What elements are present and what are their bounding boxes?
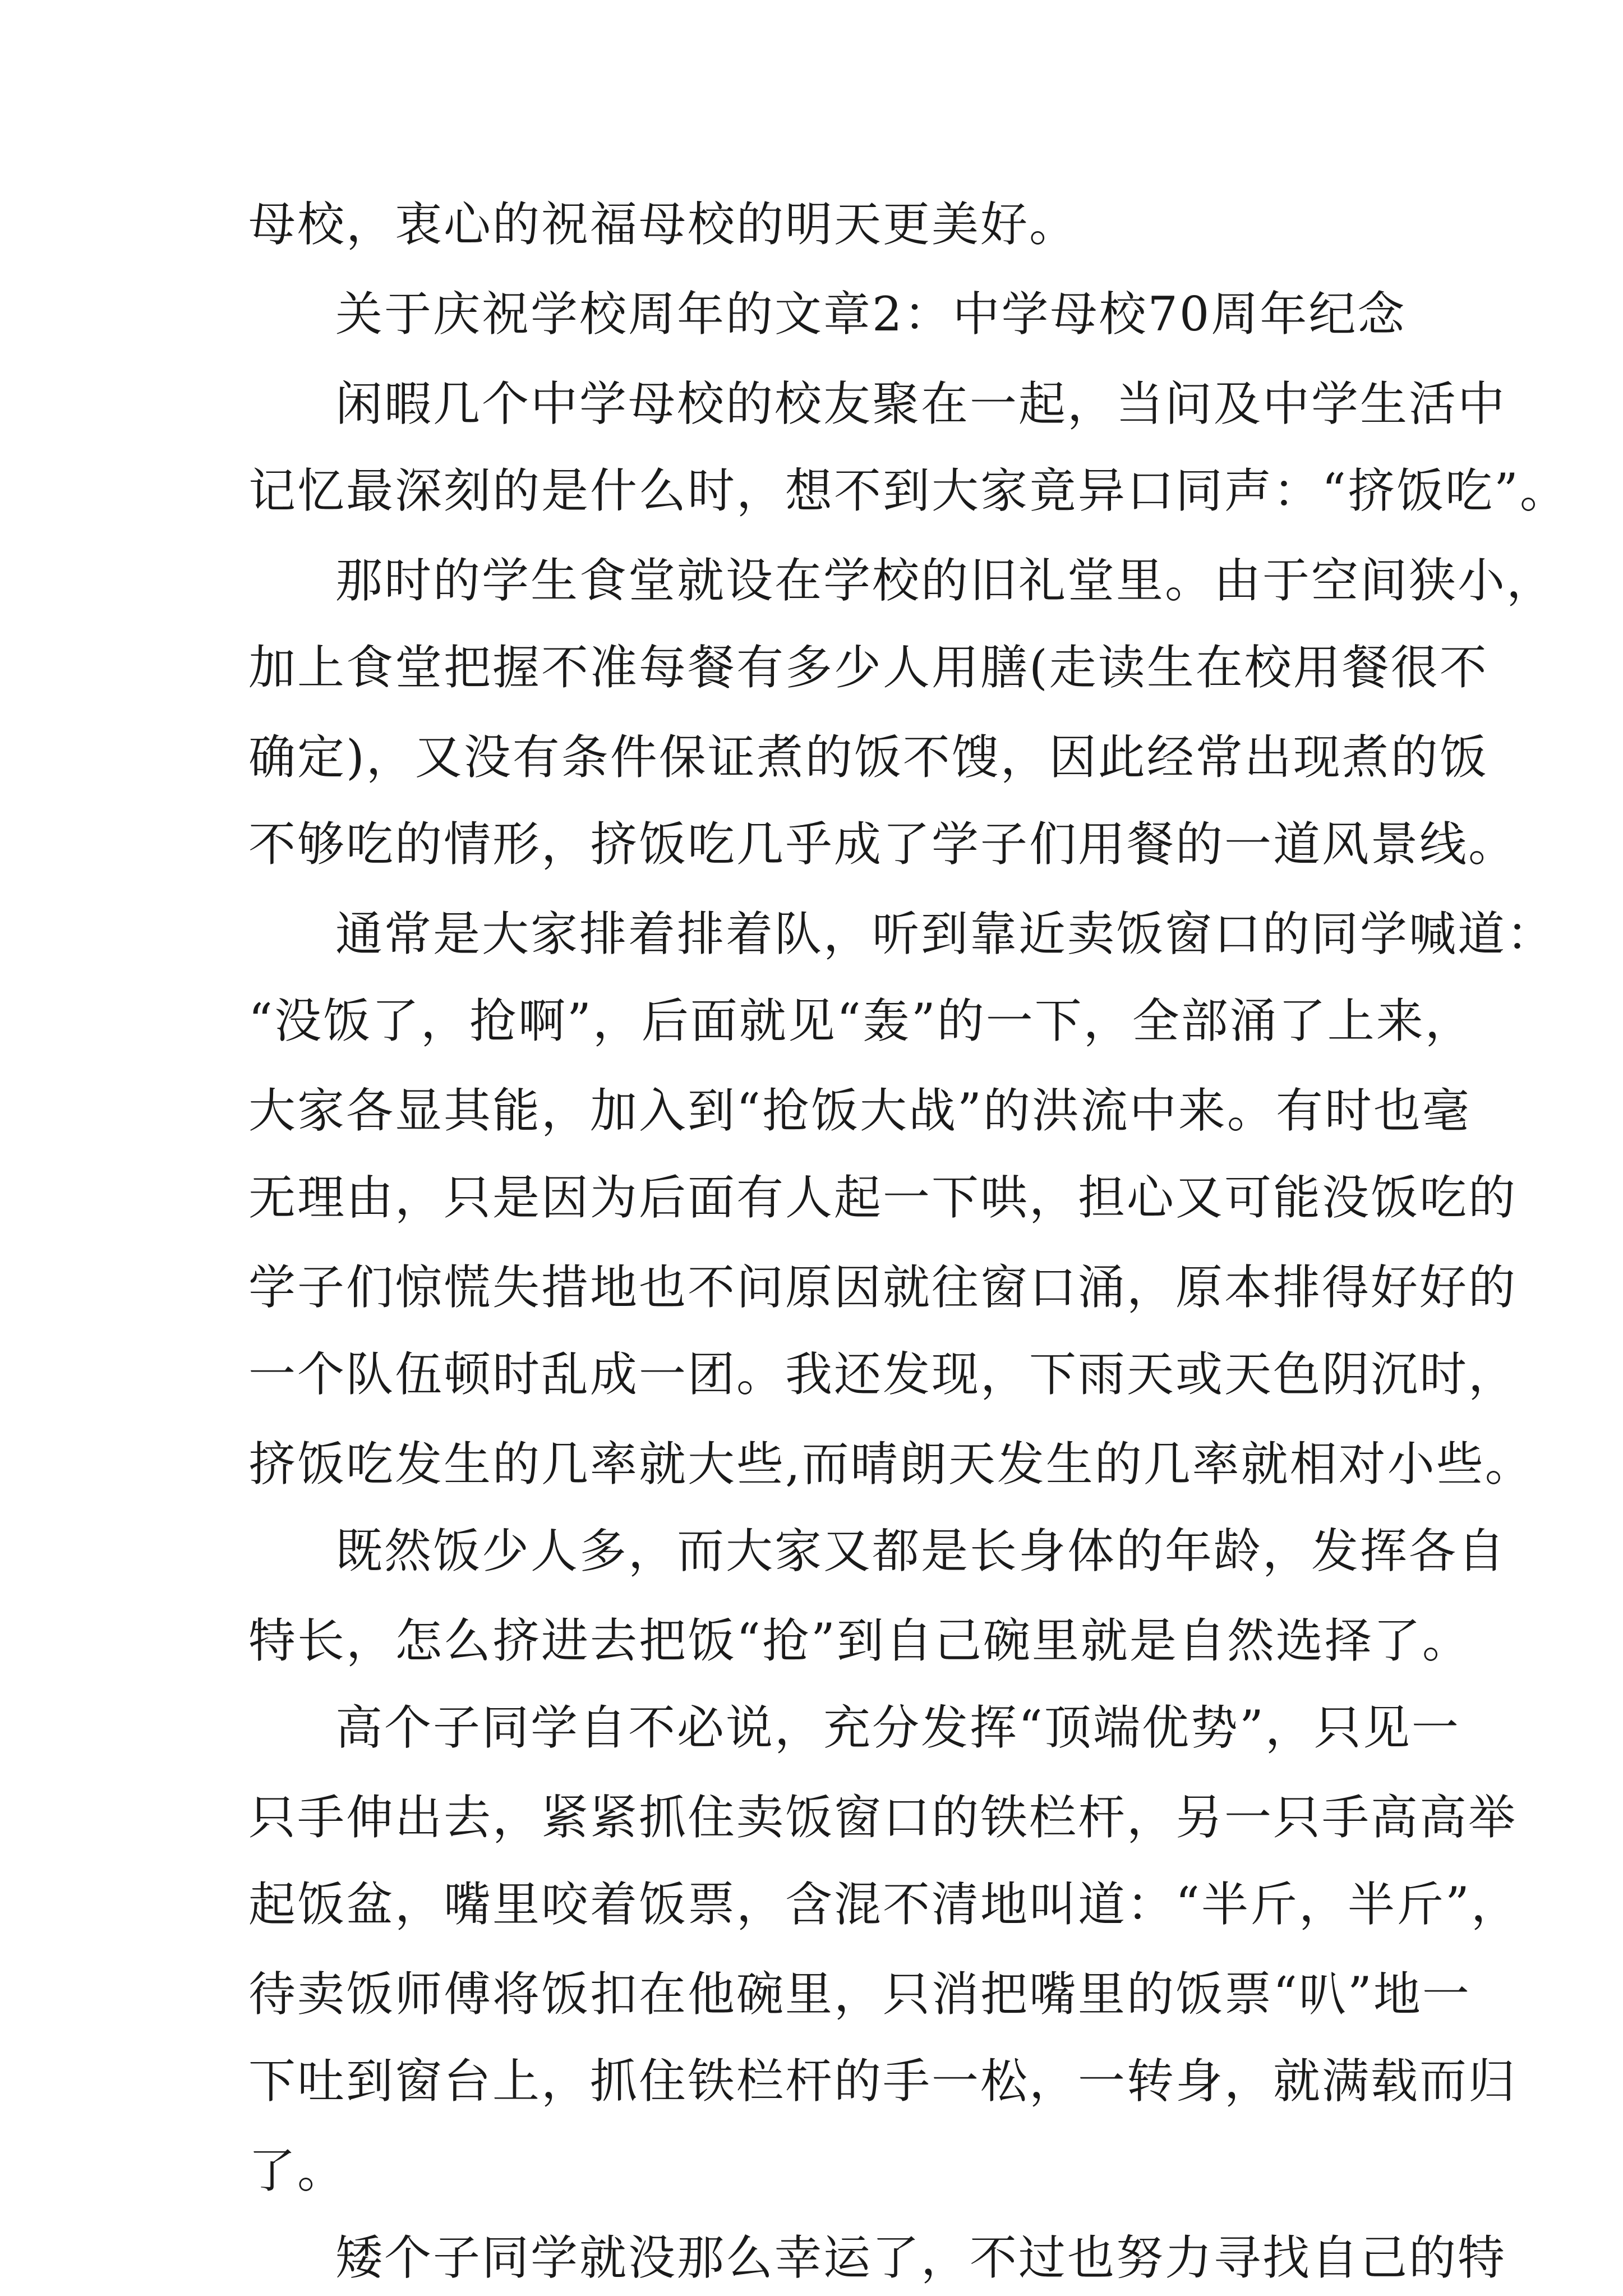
text-line: 母校，衷心的祝福母校的明天更美好。 <box>248 197 1078 252</box>
text-line: 闲暇几个中学母校的校友聚在一起，当问及中学生活中 <box>335 376 1507 431</box>
text-line: 那时的学生食堂就设在学校的旧礼堂里。由于空间狭小， <box>335 553 1556 608</box>
text-line: 通常是大家排着排着队，听到靠近卖饭窗口的同学喊道： <box>335 907 1556 961</box>
text-line: 无理由，只是因为后面有人起一下哄，担心又可能没饭吃的 <box>248 1170 1518 1225</box>
text-line: 矮个子同学就没那么幸运了，不过也努力寻找自己的特 <box>335 2230 1507 2285</box>
text-line: 大家各显其能，加入到“抢饭大战”的洪流中来。有时也毫 <box>248 1083 1471 1138</box>
text-line: 加上食堂把握不准每餐有多少人用膳(走读生在校用餐很不 <box>248 640 1488 695</box>
text-line: 确定)，又没有条件保证煮的饭不馊，因此经常出现煮的饭 <box>248 730 1488 785</box>
text-line: 学子们惊慌失措地也不问原因就往窗口涌，原本排得好好的 <box>248 1260 1518 1315</box>
text-line: 下吐到窗台上，抓住铁栏杆的手一松，一转身，就满载而归 <box>248 2054 1518 2109</box>
text-line: 特长，怎么挤进去把饭“抢”到自己碗里就是自然选择了。 <box>248 1613 1471 1668</box>
text-line: 挤饭吃发生的几率就大些,而晴朗天发生的几率就相对小些。 <box>248 1437 1534 1492</box>
text-line: 既然饭少人多，而大家又都是长身体的年龄，发挥各自 <box>335 1524 1507 1579</box>
text-line: 一个队伍顿时乱成一团。我还发现，下雨天或天色阴沉时， <box>248 1347 1518 1402</box>
text-line: 了。 <box>248 2143 347 2198</box>
text-line: 待卖饭师傅将饭扣在他碗里，只消把嘴里的饭票“叭”地一 <box>248 1967 1471 2022</box>
text-line: 不够吃的情形，挤饭吃几乎成了学子们用餐的一道风景线。 <box>248 817 1518 872</box>
text-line: 只手伸出去，紧紧抓住卖饭窗口的铁栏杆，另一只手高高举 <box>248 1790 1518 1845</box>
text-line: 记忆最深刻的是什么时，想不到大家竟异口同声：“挤饭吃”。 <box>248 463 1569 518</box>
article-heading: 关于庆祝学校周年的文章2：中学母校70周年纪念 <box>335 287 1407 342</box>
text-line: “没饭了，抢啊”，后面就见“轰”的一下，全部涌了上来， <box>248 993 1474 1048</box>
text-line: 起饭盆，嘴里咬着饭票，含混不清地叫道：“半斤，半斤”， <box>248 1877 1520 1932</box>
text-line: 高个子同学自不必说，充分发挥“顶端优势”，只见一 <box>335 1700 1460 1755</box>
